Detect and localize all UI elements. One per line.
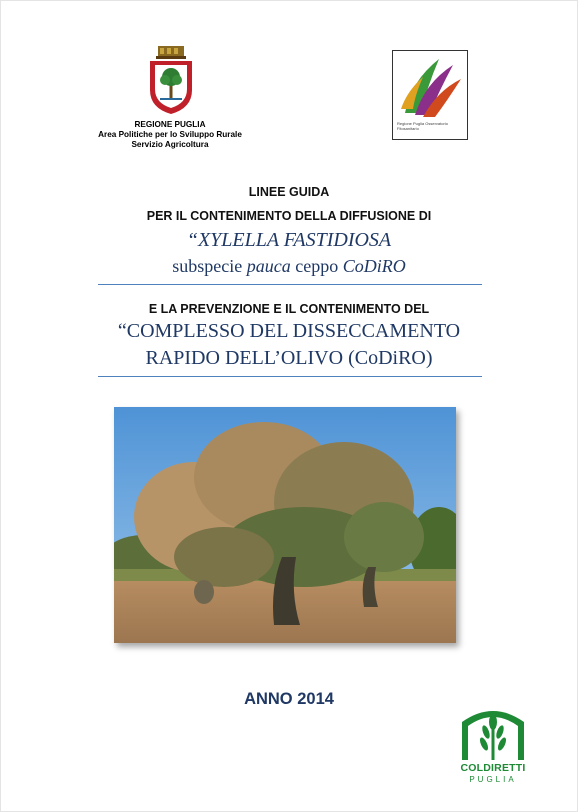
subspecies-label: subspecie bbox=[172, 256, 247, 276]
title-species: “XYLELLA FASTIDIOSA bbox=[186, 229, 392, 251]
region-department: Area Politiche per lo Sviluppo Rurale bbox=[98, 130, 242, 139]
osservatorio-fitosanitario-logo bbox=[392, 50, 468, 140]
strain-name: CoDiRO bbox=[342, 256, 406, 276]
title-subspecies bbox=[0, 256, 578, 277]
title-divider-top bbox=[98, 284, 482, 285]
region-name: REGIONE PUGLIA bbox=[134, 120, 206, 129]
title-codiro: RAPIDO DELL’OLIVO (CoDiRO) bbox=[145, 347, 433, 369]
title-line-5: E LA PREVENZIONE E IL CONTENIMENTO DEL bbox=[148, 302, 430, 316]
coldiretti-region: PUGLIA bbox=[469, 775, 517, 784]
coldiretti-name: COLDIRETTI bbox=[460, 762, 526, 774]
strain-label: ceppo bbox=[290, 256, 343, 276]
region-heading bbox=[80, 120, 260, 150]
region-service: Servizio Agricoltura bbox=[131, 140, 209, 149]
leaf-mark-icon bbox=[393, 51, 467, 121]
regione-puglia-emblem bbox=[146, 44, 196, 116]
coldiretti-wheat-logo-icon bbox=[460, 704, 526, 760]
olive-tree-photo bbox=[114, 407, 456, 643]
title-complex: “COMPLESSO DEL DISSECCAMENTO bbox=[117, 320, 461, 342]
title-line-2: PER IL CONTENIMENTO DELLA DIFFUSIONE DI bbox=[146, 209, 432, 223]
subspecies-name: pauca bbox=[246, 256, 291, 276]
title-line-1: LINEE GUIDA bbox=[248, 185, 330, 199]
agency-logo-caption: Regione Puglia Osservatorio Fitosanitario bbox=[397, 121, 448, 131]
title-divider-bottom bbox=[98, 376, 482, 377]
publication-year: ANNO 2014 bbox=[244, 690, 334, 708]
